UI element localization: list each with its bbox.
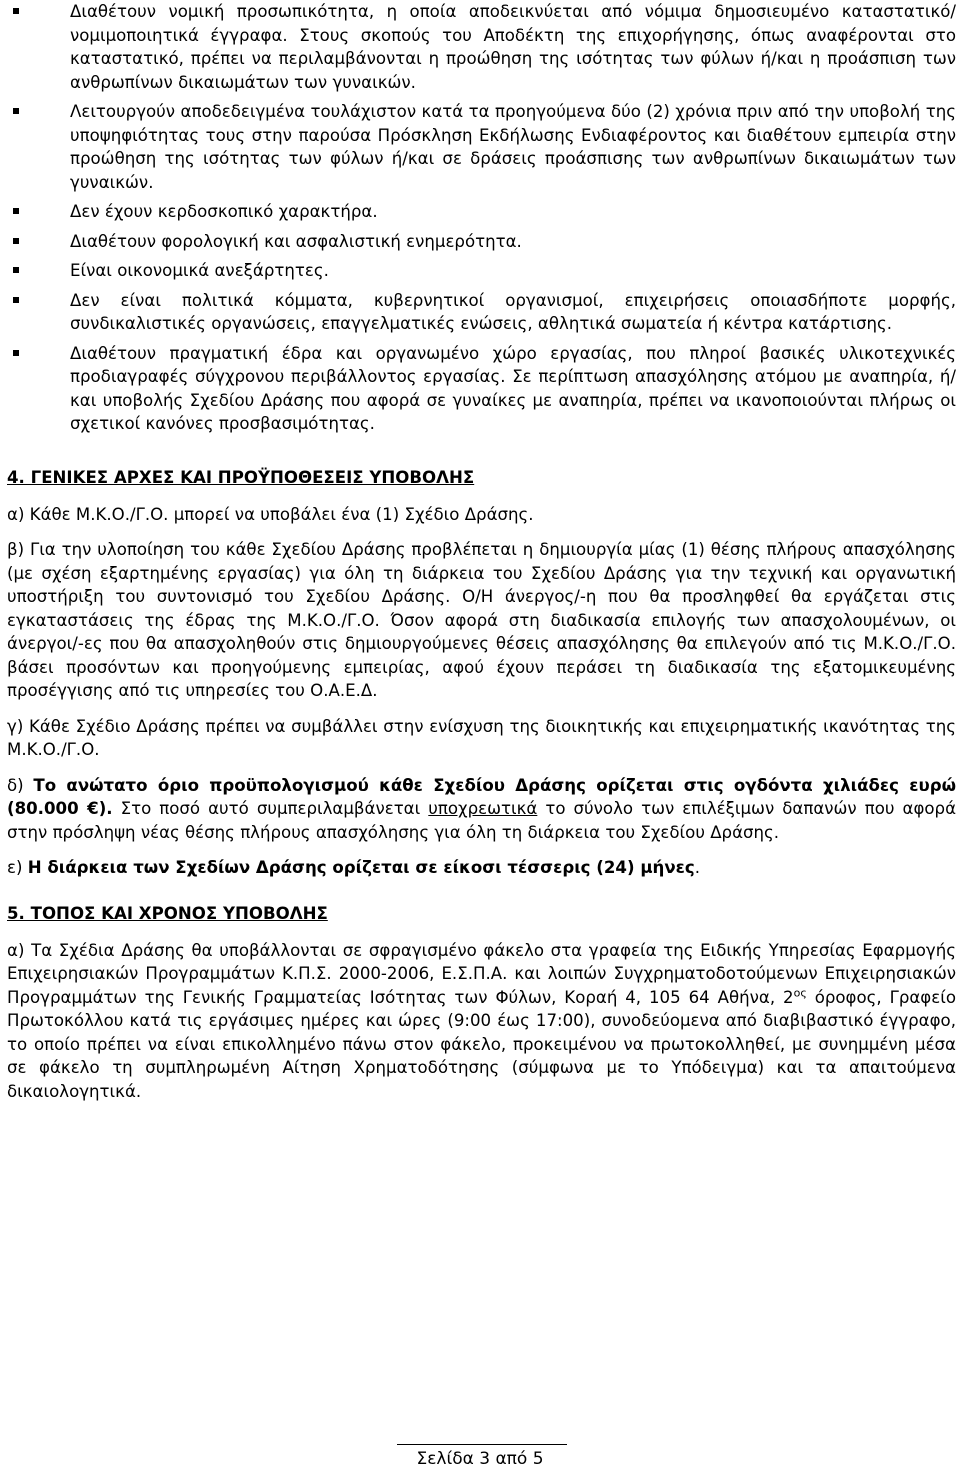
section-4-para-d (7, 774, 956, 845)
list-item (7, 230, 956, 254)
mandatory-word: υποχρεωτικά (428, 799, 538, 818)
square-bullet-icon (13, 208, 19, 214)
para-5a-part1: α) Τα Σχέδια Δράσης θα υποβάλλονται σε σφραγισμένο φάκελο στα γραφεία της Ειδικής Υπηρεσίας Εφαρμογής Επιχειρησιακών Προγραμμάτων Κ.Π.Σ. 2000-2006, Ε.Σ.Π.Α. και λοιπών Συγχρηματοδοτούμενων Επιχειρησιακών Προγραμμάτων της Γενικής Γραμματείας Ισότητας των Φύλων, Κοραή 4, 105 64 Αθήνα, 2 (7, 940, 956, 1007)
page-number: Σελίδα 3 από 5 (416, 1449, 544, 1469)
section-4-para-c: γ) Κάθε Σχέδιο Δράσης πρέπει να συμβάλλει στην ενίσχυση της διοικητικής και επιχειρηματικής ικανότητας της Μ.Κ.Ο./Γ.Ο. (7, 716, 956, 759)
list-item (7, 289, 956, 336)
document-page (7, 0, 956, 1115)
list-item-text: Διαθέτουν φορολογική και ασφαλιστική ενημερότητα. (70, 231, 522, 251)
para-e-end: . (694, 858, 700, 877)
list-item-text: Διαθέτουν νομική προσωπικότητα, η οποία αποδεικνύεται από νόμιμα δημοσιευμένο καταστατικό/νομιμοποιητικά έγγραφα. Στους σκοπούς του Αποδέκτη της επιχορήγησης, όπως αναφέρονται στο καταστατικό, πρέπει να περιλαμβάνονται η προώθηση της ισότητας των φύλων ή/και η προάσπιση των ανθρωπίνων δικαιωμάτων των γυναικών. (70, 2, 956, 92)
square-bullet-icon (13, 8, 19, 14)
list-item (7, 342, 956, 436)
list-item-text: Δεν έχουν κερδοσκοπικό χαρακτήρα. (70, 202, 378, 221)
list-item-text: Είναι οικονομικά ανεξάρτητες. (70, 261, 329, 280)
eligibility-list (7, 0, 956, 436)
duration-text: Η διάρκεια των Σχεδίων Δράσης ορίζεται σε είκοσι τέσσερις (24) μήνες (27, 858, 695, 877)
section-5-para-a (7, 939, 956, 1104)
square-bullet-icon (13, 267, 19, 273)
section-4-para-e (7, 856, 956, 880)
list-item-text: Διαθέτουν πραγματική έδρα και οργανωμένο χώρο εργασίας, που πληροί βασικές υλικοτεχνικές προδιαγραφές σύγχρονου περιβάλλοντος εργασίας. Σε περίπτωση απασχόλησης ατόμου με αναπηρία, ή/και υποβολής Σχεδίου Δράσης που αφορά σε γυναίκες με αναπηρία, πρέπει να ικανοποιούνται πλήρως οι σχετικοί κανόνες προσβασιμότητας. (70, 343, 956, 433)
list-item (7, 259, 956, 283)
list-item (7, 100, 956, 194)
footer-divider (397, 1444, 567, 1445)
para-d-prefix: δ) (7, 775, 34, 795)
square-bullet-icon (13, 108, 19, 114)
para-5a-part2: όροφος, Γραφείο Πρωτοκόλλου κατά τις εργάσιμες ημέρες και ώρες (9:00 έως 17:00), συνοδεύομενα από διαβιβαστικό έγγραφο, το οποίο πρέπει να είναι επικολλημένο πάνω στον φάκελο, προκειμένου να πρωτοκολληθεί, με συνημμένη μέσα σε φάκελο τη συμπληρωμένη Αίτηση Χρηματοδότησης (σύμφωνα με το Υπόδειγμα) και τα απαιτούμενα δικαιολογητικά. (7, 987, 956, 1101)
list-item (7, 0, 956, 94)
square-bullet-icon (13, 350, 19, 356)
section-4-para-b: β) Για την υλοποίηση του κάθε Σχεδίου Δράσης προβλέπεται η δημιουργία μίας (1) θέσης πλήρους απασχόλησης (με σχέση εξαρτημένης εργασίας) για όλη τη διάρκεια του Σχεδίου Δράσης για την τεχνική και οργανωτική υποστήριξη του συντονισμό του Σχεδίου Δράσης. Ο/Η άνεργος/-η που θα προσληφθεί θα εργάζεται στις εγκαταστάσεις της έδρας της Μ.Κ.Ο./Γ.Ο. Όσον αφορά στη διαδικασία επιλογής των απασχολουμένων, οι άνεργοι/-ες που θα απασχοληθούν στις δημιουργούμενες θέσεις απασχόλησης θα επιλεγούν από τις Μ.Κ.Ο./Γ.Ο. βάσει προσόντων και προηγούμενης εμπειρίας, αφού έχουν περάσει τη διαδικασία της εξατομικευμένης προσέγγισης από τις υπηρεσίες του Ο.Α.Ε.Δ. (7, 540, 956, 700)
list-item (7, 200, 956, 224)
square-bullet-icon (13, 297, 19, 303)
budget-limit-text: Το ανώτατο όριο προϋπολογισμού κάθε Σχεδίου Δράσης ορίζεται στις ογδόντα χιλιάδες ευρώ (80.000 €). (7, 775, 956, 818)
list-item-text: Λειτουργούν αποδεδειγμένα τουλάχιστον κατά τα προηγούμενα δύο (2) χρόνια πριν από την υποβολή της υποψηφιότητας τους στην παρούσα Πρόσκληση Εκδήλωσης Ενδιαφέροντος και διαθέτουν εμπειρία στην προώθηση της ισότητας των φύλων ή/και σε δράσεις προάσπισης των ανθρωπίνων δικαιωμάτων των γυναικών. (70, 102, 956, 192)
section-5-heading: 5. ΤΟΠΟΣ ΚΑΙ ΧΡΟΝΟΣ ΥΠΟΒΟΛΗΣ (7, 903, 328, 923)
ordinal-superscript: ος (793, 985, 807, 999)
para-d-mid: Στο ποσό αυτό συμπεριλαμβάνεται (112, 799, 429, 818)
section-4-para-a: α) Κάθε Μ.Κ.Ο./Γ.Ο. μπορεί να υποβάλει ένα (1) Σχέδιο Δράσης. (7, 504, 534, 524)
square-bullet-icon (13, 238, 19, 244)
list-item-text: Δεν είναι πολιτικά κόμματα, κυβερνητικοί οργανισμοί, επιχειρήσεις οποιασδήποτε μορφής, συνδικαλιστικές οργανώσεις, επαγγελματικές ενώσεις, αθλητικά σωματεία ή κέντρα κατάρτισης. (70, 290, 956, 333)
section-4-heading: 4. ΓΕΝΙΚΕΣ ΑΡΧΕΣ ΚΑΙ ΠΡΟΫΠΟΘΕΣΕΙΣ ΥΠΟΒΟΛΗΣ (7, 467, 475, 487)
para-e-prefix: ε) (7, 858, 28, 877)
para-d-rest: το σύνολο των επιλέξιμων δαπανών που αφορά στην πρόσληψη νέας θέσης πλήρους απασχόλησης για όλη τη διάρκεια του Σχεδίου Δράσης. (7, 799, 957, 842)
